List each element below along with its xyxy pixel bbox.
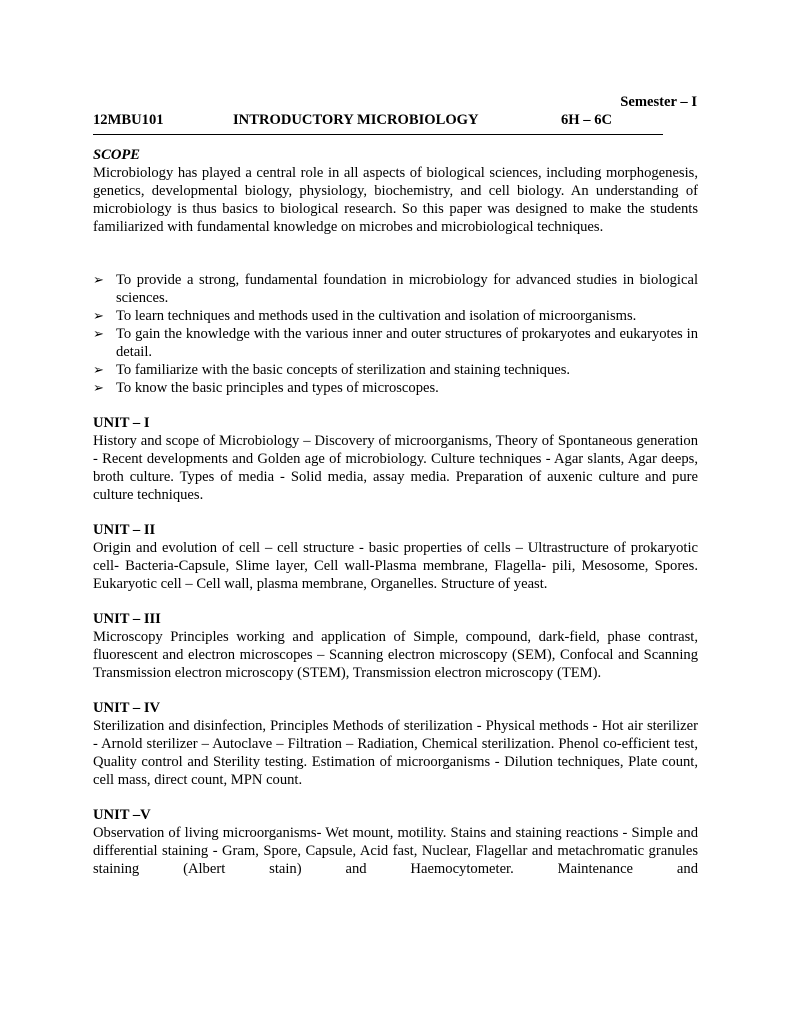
objective-text: To know the basic principles and types of microscopes. [116, 380, 439, 396]
arrow-bullet-icon: ➢ [93, 308, 104, 323]
scope-section [93, 146, 698, 236]
course-title: INTRODUCTORY MICROBIOLOGY [233, 112, 479, 128]
arrow-bullet-icon: ➢ [93, 362, 104, 377]
semester-label: Semester – I [620, 94, 697, 110]
course-code: 12MBU101 [93, 112, 164, 128]
objectives-list [93, 271, 698, 397]
unit-title: UNIT –V [93, 807, 151, 823]
objective-text: To provide a strong, fundamental foundation in microbiology for advanced studies in biological sciences. [116, 272, 698, 306]
unit-text: History and scope of Microbiology – Discovery of microorganisms, Theory of Spontaneous generation - Recent developments and Golden age of microbiology. Culture techniques - Agar slants, Agar deeps, broth culture. Types of media - Solid media, assay media. Preparation of auxenic culture and pure culture techniques. [93, 433, 698, 503]
unit-text: Microscopy Principles working and application of Simple, compound, dark-field, phase contrast, fluorescent and electron microscopes – Scanning electron microscopy (SEM), Confocal and Scanning Transmission electron microscopy (STEM), Transmission electron microscopy (TEM). [93, 629, 698, 681]
objective-item [93, 361, 698, 379]
unit-4-section [93, 699, 698, 789]
unit-2-section [93, 521, 698, 593]
unit-1-section [93, 414, 698, 504]
objective-text: To gain the knowledge with the various inner and outer structures of prokaryotes and eukaryotes in detail. [116, 326, 698, 360]
objective-item [93, 307, 698, 325]
unit-title: UNIT – III [93, 611, 161, 627]
objective-text: To familiarize with the basic concepts of sterilization and staining techniques. [116, 362, 571, 378]
unit-5-section [93, 806, 698, 878]
scope-heading: SCOPE [93, 147, 141, 163]
scope-text: Microbiology has played a central role in all aspects of biological sciences, including morphogenesis, genetics, developmental biology, physiology, biochemistry, and cell biology. An understanding of microbiology is thus basics to biological research. So this paper was designed to make the students familiarized with fundamental knowledge on microbes and microbiological techniques. [93, 165, 698, 235]
document-body [93, 146, 698, 878]
course-header [93, 112, 663, 135]
unit-text: Origin and evolution of cell – cell structure - basic properties of cells – Ultrastructure of prokaryotic cell- Bacteria-Capsule, Slime layer, Cell wall-Plasma membrane, Flagella- pili, Mesosome, Spores. Eukaryotic cell – Cell wall, plasma membrane, Organelles. Structure of yeast. [93, 540, 698, 592]
arrow-bullet-icon: ➢ [93, 326, 104, 341]
unit-title: UNIT – I [93, 415, 150, 431]
unit-text: Observation of living microorganisms- Wet mount, motility. Stains and staining reactions - Simple and differential staining - Gram, Spore, Capsule, Acid fast, Nuclear, Flagellar and metachromatic granules staining (Albert stain) and Haemocytometer. Maintenance and [93, 825, 698, 877]
objective-item [93, 379, 698, 397]
unit-title: UNIT – II [93, 522, 156, 538]
objective-item [93, 325, 698, 361]
course-credits: 6H – 6C [561, 112, 613, 128]
arrow-bullet-icon: ➢ [93, 272, 104, 287]
objective-text: To learn techniques and methods used in the cultivation and isolation of microorganisms. [116, 308, 637, 324]
arrow-bullet-icon: ➢ [93, 380, 104, 395]
unit-text: Sterilization and disinfection, Principles Methods of sterilization - Physical methods - Hot air sterilizer - Arnold sterilizer – Autoclave – Filtration – Radiation, Chemical sterilization. Phenol co-efficient test, Quality control and Sterility testing. Estimation of microorganisms - Dilution techniques, Plate count, cell mass, direct count, MPN count. [93, 718, 698, 788]
unit-3-section [93, 610, 698, 682]
unit-title: UNIT – IV [93, 700, 161, 716]
objective-item [93, 271, 698, 307]
